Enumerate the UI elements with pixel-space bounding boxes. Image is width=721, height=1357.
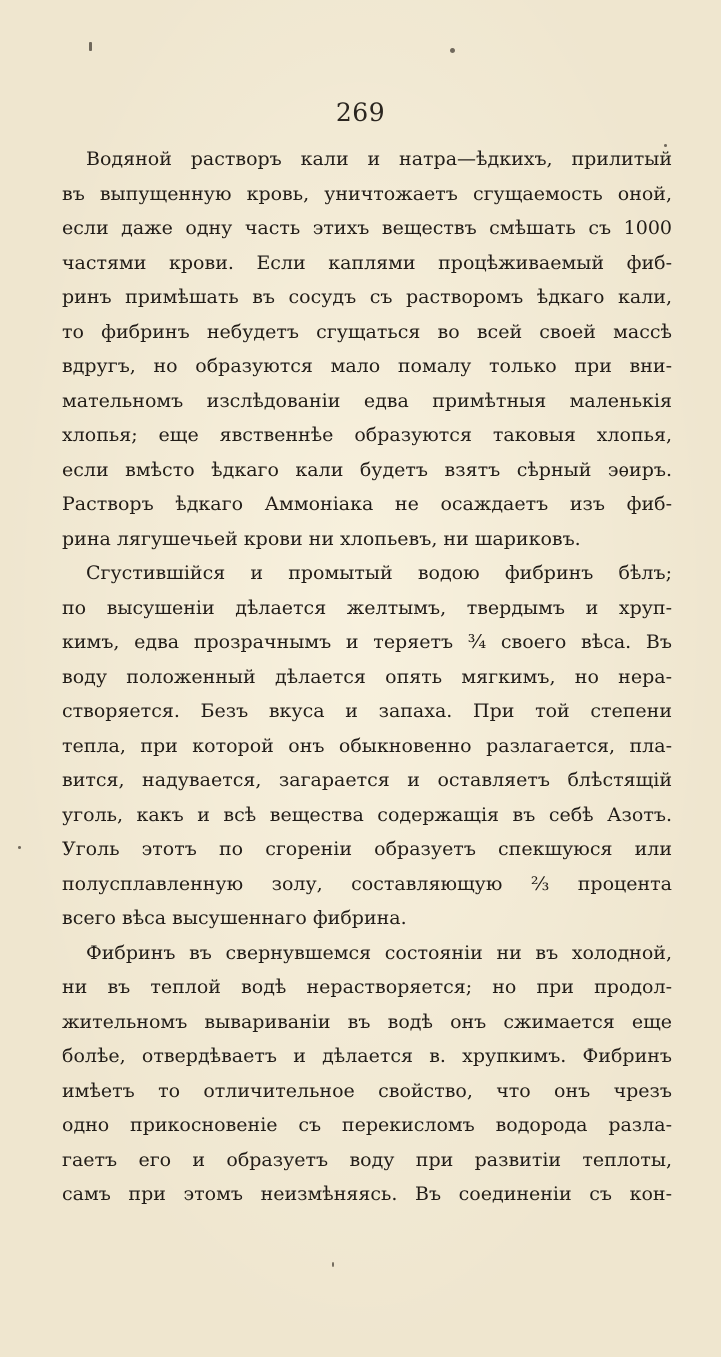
text-line: болѣе, отвердѣваетъ и дѣлается в. хрупкимъ. Фибринъ <box>62 1045 672 1067</box>
ink-speck <box>89 42 92 51</box>
text-line: тепла, при которой онъ обыкновенно разлагается, пла- <box>62 734 672 757</box>
text-line: полусплавленную золу, составляющую ⅔ процента <box>62 872 672 895</box>
ink-speck <box>18 846 21 849</box>
paragraph-3 <box>62 936 672 1212</box>
text-line: Уголь этотъ по сгореніи образуетъ спекшуюся или <box>62 838 672 860</box>
text-line: кимъ, едва прозрачнымъ и теряетъ ¾ своего вѣса. Въ <box>62 631 672 653</box>
text-line: въ выпущенную кровь, уничтожаетъ сгущаемость оной, <box>62 182 672 205</box>
text-line: створяется. Безъ вкуса и запаха. При той степени <box>62 700 672 722</box>
text-line: всего вѣса высушеннаго фибрина. <box>62 907 407 929</box>
text-line: гаетъ его и образуетъ воду при развитіи теплоты, <box>62 1148 672 1171</box>
text-line: Сгустившійся и промытый водою фибринъ бѣлъ; <box>86 562 672 584</box>
text-line: Водяной растворъ кали и натра—ѣдкихъ, прилитый <box>86 148 672 170</box>
text-line: Фибринъ въ свернувшемся состояніи ни въ холодной, <box>86 941 672 964</box>
text-line: ни въ теплой водѣ нерастворяется; но при продол- <box>62 976 672 998</box>
text-line: вдругъ, но образуются мало помалу только при вни- <box>62 355 672 377</box>
paragraph-2 <box>62 556 672 936</box>
text-line: мательномъ изслѣдованіи едва примѣтныя маленькія <box>62 389 672 412</box>
text-line: жительномъ вывариваніи въ водѣ онъ сжимается еще <box>62 1010 672 1033</box>
text-line: ринъ примѣшать въ сосудъ съ растворомъ ѣдкаго кали, <box>62 286 672 308</box>
paragraph-1 <box>62 142 672 556</box>
ink-speck <box>664 144 667 147</box>
page-number: 269 <box>335 98 386 127</box>
text-line: по высушеніи дѣлается желтымъ, твердымъ и хруп- <box>62 596 672 619</box>
text-line: уголь, какъ и всѣ вещества содержащія въ себѣ Азотъ. <box>62 803 672 826</box>
text-line: если вмѣсто ѣдкаго кали будетъ взятъ сѣрный эѳиръ. <box>62 458 672 481</box>
text-line: хлопья; еще явственнѣе образуются таковыя хлопья, <box>62 424 672 446</box>
text-line: воду положенный дѣлается опять мягкимъ, но нера- <box>62 665 672 688</box>
text-line: рина лягушечьей крови ни хлопьевъ, ни шариковъ. <box>62 527 581 550</box>
text-line: вится, надувается, загарается и оставляетъ блѣстящій <box>62 769 672 791</box>
text-line: Растворъ ѣдкаго Аммоніака не осаждаетъ изъ фиб- <box>62 493 672 515</box>
text-line: самъ при этомъ неизмѣняясь. Въ соединеніи съ кон- <box>62 1183 672 1205</box>
ink-speck <box>450 48 455 53</box>
body-text <box>62 142 672 1212</box>
text-line: одно прикосновеніе съ перекисломъ водорода разла- <box>62 1114 672 1136</box>
text-line: имѣетъ то отличительное свойство, что онъ чрезъ <box>62 1079 672 1102</box>
ink-speck <box>332 1262 334 1267</box>
text-line: частями крови. Если каплями процѣживаемый фиб- <box>62 251 672 274</box>
text-line: если даже одну часть этихъ веществъ смѣшать съ 1000 <box>62 217 672 239</box>
text-line: то фибринъ небудетъ сгущаться во всей своей массѣ <box>62 320 672 343</box>
